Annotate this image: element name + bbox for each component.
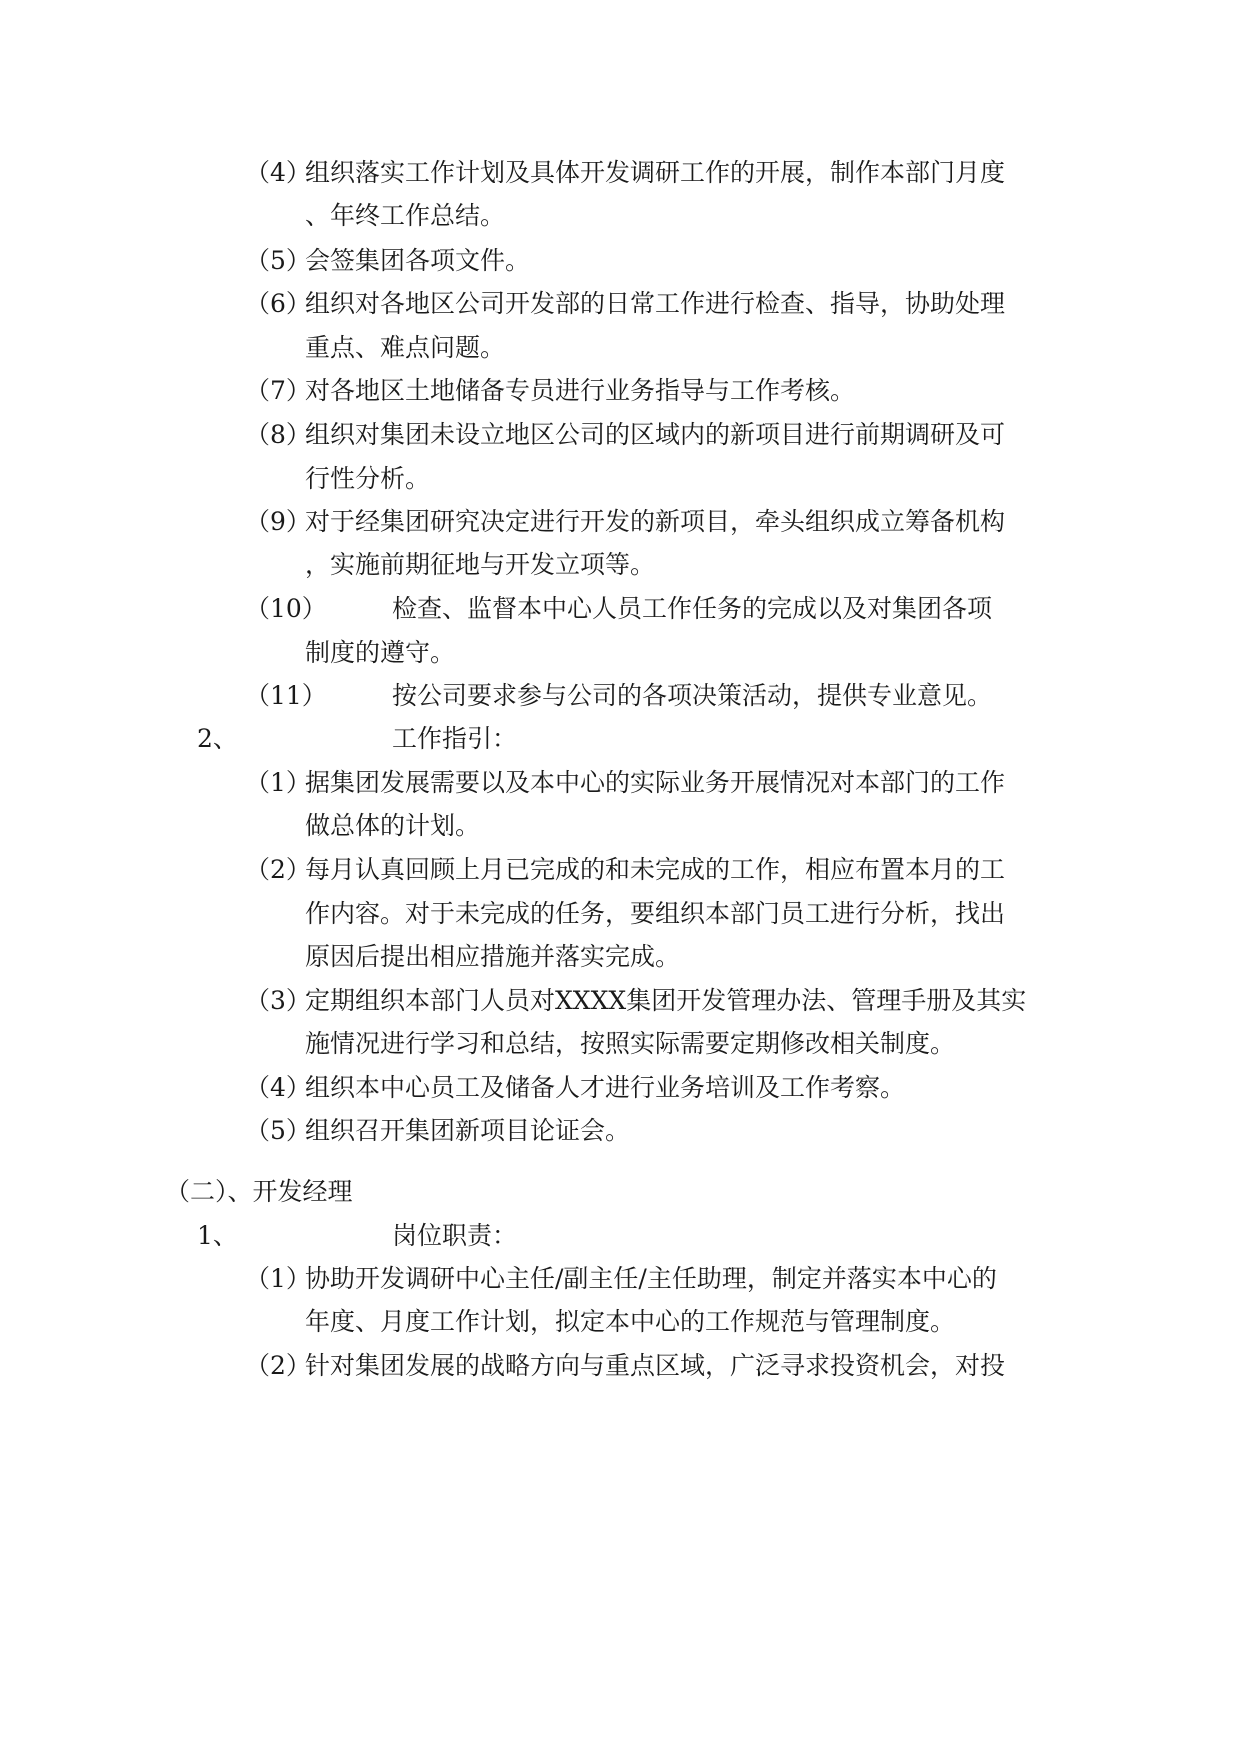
item-text: 对于经集团研究决定进行开发的新项目，牵头组织成立筹备机构 [305,507,1006,536]
item-text: 定期组织本部门人员对XXXX集团开发管理办法、管理手册及其实 [305,986,1027,1015]
subsection-label: 岗位职责： [392,1221,518,1250]
item-text: 组织对各地区公司开发部的日常工作进行检查、指导，协助处理 [305,289,1006,318]
item-number: （1） [245,768,311,797]
item-text: 协助开发调研中心主任/副主任/主任助理，制定并落实本中心的 [305,1264,997,1293]
item-text: 年度、月度工作计划，拟定本中心的工作规范与管理制度。 [305,1307,956,1336]
item-number: （2） [245,855,311,884]
item-number: （11） [245,681,327,710]
item-text: 施情况进行学习和总结，按照实际需要定期修改相关制度。 [305,1029,956,1058]
subsection-label: 工作指引： [392,724,518,753]
subsection-number: 1、 [197,1221,238,1250]
item-number: （4） [245,1073,311,1102]
item-text: 针对集团发展的战略方向与重点区域，广泛寻求投资机会，对投 [305,1351,1006,1380]
item-number: （5） [245,246,311,275]
item-number: （9） [245,507,311,536]
item-text: 做总体的计划。 [305,811,481,840]
item-number: （4） [245,158,311,187]
item-text: 组织对集团未设立地区公司的区域内的新项目进行前期调研及可 [305,420,1006,449]
item-text: 原因后提出相应措施并落实完成。 [305,942,681,971]
section-heading: （二）、开发经理 [165,1177,353,1206]
item-number: （1） [245,1264,311,1293]
item-number: （7） [245,376,311,405]
item-text: 制度的遵守。 [305,638,456,667]
item-text: 行性分析。 [305,464,431,493]
item-text: 、年终工作总结。 [305,201,506,230]
item-number: （5） [245,1116,311,1145]
item-number: （6） [245,289,311,318]
subsection-number: 2、 [197,724,238,753]
item-number: （2） [245,1351,311,1380]
item-text: 组织本中心员工及储备人才进行业务培训及工作考察。 [305,1073,906,1102]
item-number: （3） [245,986,311,1015]
item-text: 组织召开集团新项目论证会。 [305,1116,631,1145]
item-text: 据集团发展需要以及本中心的实际业务开展情况对本部门的工作 [305,768,1006,797]
item-text: 重点、难点问题。 [305,333,506,362]
item-text: 作内容。对于未完成的任务，要组织本部门员工进行分析，找出 [305,899,1006,928]
item-text: 组织落实工作计划及具体开发调研工作的开展，制作本部门月度 [305,158,1006,187]
item-number: （10） [245,594,327,623]
item-number: （8） [245,420,311,449]
item-text: 检查、监督本中心人员工作任务的完成以及对集团各项 [392,594,993,623]
item-text: 会签集团各项文件。 [305,246,531,275]
item-text: 按公司要求参与公司的各项决策活动，提供专业意见。 [392,681,993,710]
item-text: 每月认真回顾上月已完成的和未完成的工作，相应布置本月的工 [305,855,1006,884]
item-text: ，实施前期征地与开发立项等。 [305,550,656,579]
item-text: 对各地区土地储备专员进行业务指导与工作考核。 [305,376,856,405]
